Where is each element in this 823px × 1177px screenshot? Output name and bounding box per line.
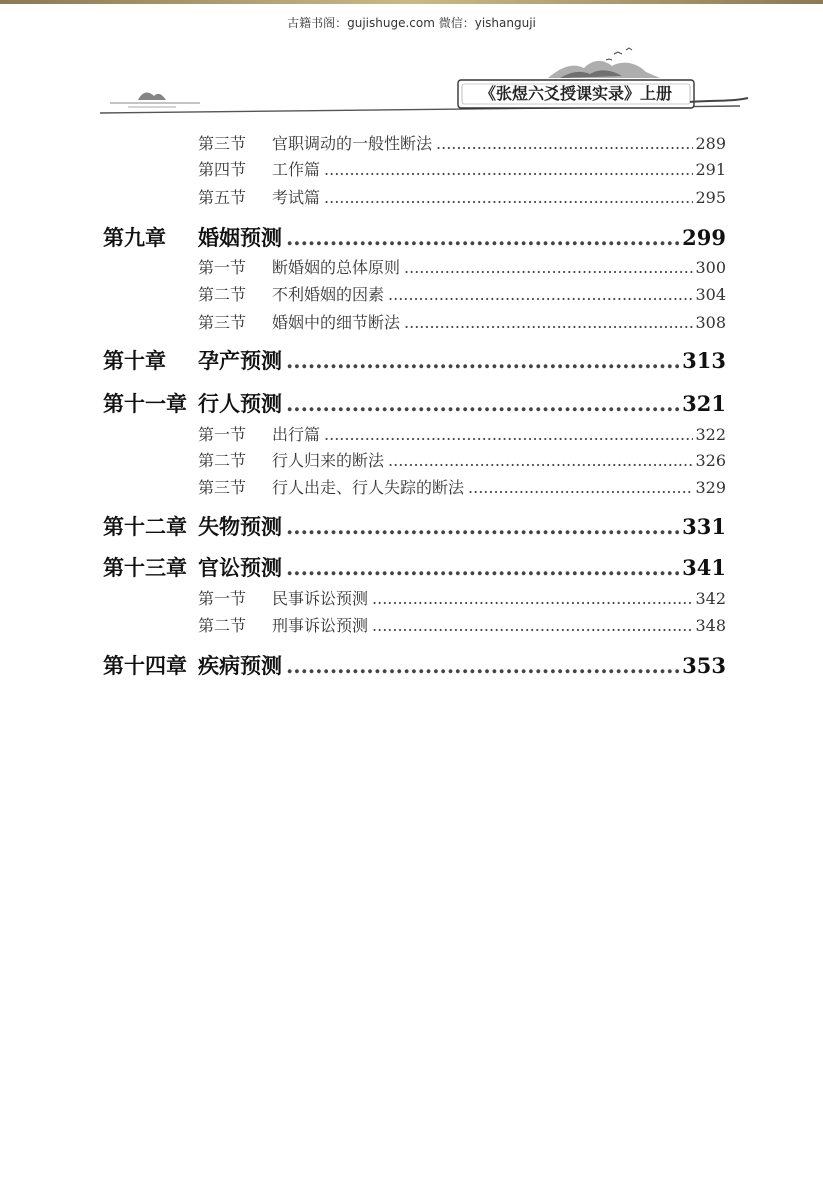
toc-entry-title: 官职调动的一般性断法 bbox=[272, 134, 433, 153]
toc-leader-dots bbox=[324, 188, 693, 207]
toc-entry-title: 婚姻中的细节断法 bbox=[272, 313, 401, 332]
toc-section-row[interactable] bbox=[198, 131, 726, 154]
toc-entry-number: 第五节 bbox=[198, 188, 247, 207]
toc-leader-dots bbox=[404, 258, 693, 277]
toc-chapter-row[interactable] bbox=[103, 345, 726, 375]
toc-leader-dots bbox=[286, 514, 680, 539]
toc-entry-number: 第三节 bbox=[198, 134, 247, 153]
toc-chapter-row[interactable] bbox=[103, 650, 726, 680]
toc-entry-number: 第二节 bbox=[198, 285, 247, 304]
toc-entry-title: 出行篇 bbox=[272, 425, 321, 444]
toc-entry-page: 289 bbox=[695, 134, 726, 153]
toc-entry-number: 第三节 bbox=[198, 478, 247, 497]
book-title: 《张煜六爻授课实录》上册 bbox=[479, 84, 672, 103]
toc-entry-number: 第四节 bbox=[198, 160, 247, 179]
toc-entry-title: 行人预测 bbox=[198, 391, 282, 416]
toc-entry-page: 321 bbox=[682, 391, 726, 416]
toc-entry-title: 孕产预测 bbox=[198, 348, 282, 373]
toc-leader-dots bbox=[404, 313, 693, 332]
toc-entry-number: 第十四章 bbox=[103, 653, 187, 678]
toc-entry-title: 考试篇 bbox=[272, 188, 321, 207]
ink-landscape-header-art bbox=[0, 40, 823, 130]
toc-entry-title: 疾病预测 bbox=[198, 653, 282, 678]
top-border bbox=[0, 0, 823, 4]
toc-entry-number: 第三节 bbox=[198, 313, 247, 332]
toc-entry-page: 308 bbox=[695, 313, 726, 332]
toc-entry-page: 313 bbox=[682, 348, 726, 373]
toc-section-row[interactable] bbox=[198, 185, 726, 208]
toc-entry-number: 第一节 bbox=[198, 589, 247, 608]
toc-entry-page: 348 bbox=[695, 616, 726, 635]
toc-entry-page: 353 bbox=[682, 653, 726, 678]
watermark-text: 古籍书阁：gujishuge.com 微信：yishanguji bbox=[287, 16, 536, 30]
toc-entry-number: 第二节 bbox=[198, 616, 247, 635]
toc-entry-title: 行人出走、行人失踪的断法 bbox=[272, 478, 465, 497]
toc-entry-title: 刑事诉讼预测 bbox=[272, 616, 369, 635]
toc-entry-title: 官讼预测 bbox=[198, 555, 282, 580]
toc-entry-number: 第十章 bbox=[103, 348, 166, 373]
toc-leader-dots bbox=[286, 391, 680, 416]
toc-entry-page: 295 bbox=[695, 188, 726, 207]
toc-section-row[interactable] bbox=[198, 282, 726, 305]
toc-section-row[interactable] bbox=[198, 586, 726, 609]
toc-chapter-row[interactable] bbox=[103, 511, 726, 541]
toc-entry-number: 第十三章 bbox=[103, 555, 187, 580]
toc-section-row[interactable] bbox=[198, 310, 726, 333]
toc-entry-number: 第十二章 bbox=[103, 514, 187, 539]
toc-entry-title: 工作篇 bbox=[272, 160, 321, 179]
toc-entry-title: 失物预测 bbox=[198, 514, 282, 539]
toc-leader-dots bbox=[286, 555, 680, 580]
toc-leader-dots bbox=[372, 589, 693, 608]
toc-entry-title: 行人归来的断法 bbox=[272, 451, 385, 470]
toc-leader-dots bbox=[388, 451, 693, 470]
toc-entry-page: 304 bbox=[695, 285, 726, 304]
toc-entry-title: 婚姻预测 bbox=[198, 225, 282, 250]
toc-section-row[interactable] bbox=[198, 613, 726, 636]
toc-entry-page: 326 bbox=[695, 451, 726, 470]
toc-entry-page: 322 bbox=[695, 425, 726, 444]
toc-section-row[interactable] bbox=[198, 157, 726, 180]
toc-entry-page: 342 bbox=[695, 589, 726, 608]
toc-leader-dots bbox=[388, 285, 693, 304]
toc-entry-page: 331 bbox=[682, 514, 726, 539]
toc-entry-page: 300 bbox=[695, 258, 726, 277]
toc-leader-dots bbox=[324, 425, 693, 444]
toc-section-row[interactable] bbox=[198, 255, 726, 278]
toc-leader-dots bbox=[372, 616, 693, 635]
toc-entry-page: 291 bbox=[695, 160, 726, 179]
toc-section-row[interactable] bbox=[198, 475, 726, 498]
toc-chapter-row[interactable] bbox=[103, 552, 726, 582]
toc-entry-page: 341 bbox=[682, 555, 726, 580]
toc-leader-dots bbox=[468, 478, 693, 497]
toc-entry-page: 329 bbox=[695, 478, 726, 497]
toc-section-row[interactable] bbox=[198, 448, 726, 471]
toc-entry-title: 不利婚姻的因素 bbox=[272, 285, 385, 304]
toc-leader-dots bbox=[286, 653, 680, 678]
toc-entry-number: 第二节 bbox=[198, 451, 247, 470]
toc-entry-number: 第一节 bbox=[198, 258, 247, 277]
toc-chapter-row[interactable] bbox=[103, 388, 726, 418]
toc-entry-title: 民事诉讼预测 bbox=[272, 589, 369, 608]
toc-entry-page: 299 bbox=[682, 225, 726, 250]
toc-entry-number: 第十一章 bbox=[103, 391, 187, 416]
toc-leader-dots bbox=[286, 348, 680, 373]
toc-entry-number: 第九章 bbox=[103, 225, 166, 250]
toc-leader-dots bbox=[436, 134, 693, 153]
toc-section-row[interactable] bbox=[198, 422, 726, 445]
toc-chapter-row[interactable] bbox=[103, 222, 726, 252]
toc-entry-number: 第一节 bbox=[198, 425, 247, 444]
toc-leader-dots bbox=[286, 225, 680, 250]
toc-leader-dots bbox=[324, 160, 693, 179]
toc-entry-title: 断婚姻的总体原则 bbox=[272, 258, 401, 277]
